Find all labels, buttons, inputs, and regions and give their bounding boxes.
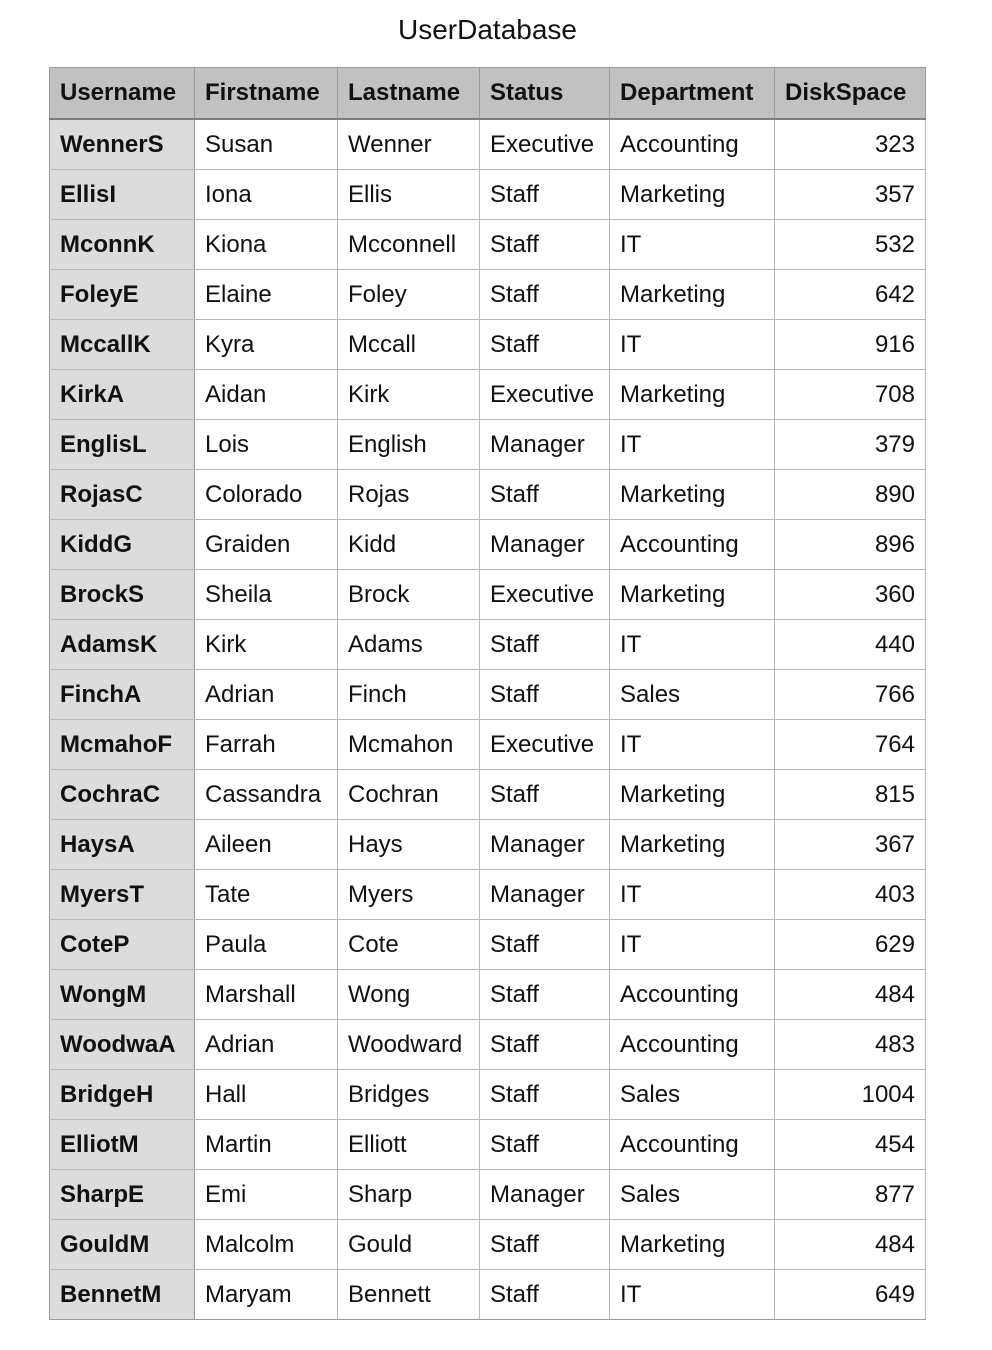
department-cell: Accounting xyxy=(610,970,775,1020)
diskspace-cell: 360 xyxy=(775,570,926,620)
diskspace-cell: 357 xyxy=(775,170,926,220)
status-cell: Staff xyxy=(480,670,610,720)
department-cell: Marketing xyxy=(610,820,775,870)
table-row xyxy=(50,370,926,420)
username-cell: CoteP xyxy=(50,920,195,970)
table-body xyxy=(50,119,926,1320)
table-row xyxy=(50,119,926,170)
status-cell: Staff xyxy=(480,270,610,320)
table-row xyxy=(50,1070,926,1120)
firstname-cell: Adrian xyxy=(195,670,338,720)
department-cell: Marketing xyxy=(610,170,775,220)
table-row xyxy=(50,1120,926,1170)
firstname-cell: Graiden xyxy=(195,520,338,570)
firstname-cell: Kirk xyxy=(195,620,338,670)
lastname-cell: Adams xyxy=(338,620,480,670)
department-cell: Sales xyxy=(610,1170,775,1220)
user-table xyxy=(49,67,926,1320)
page-title: UserDatabase xyxy=(398,14,577,45)
table-row xyxy=(50,820,926,870)
diskspace-cell: 379 xyxy=(775,420,926,470)
table-row xyxy=(50,770,926,820)
diskspace-cell: 916 xyxy=(775,320,926,370)
column-header-status: Status xyxy=(480,68,610,120)
status-cell: Staff xyxy=(480,970,610,1020)
status-cell: Executive xyxy=(480,370,610,420)
status-cell: Staff xyxy=(480,320,610,370)
firstname-cell: Sheila xyxy=(195,570,338,620)
department-cell: Sales xyxy=(610,670,775,720)
firstname-cell: Aidan xyxy=(195,370,338,420)
status-cell: Manager xyxy=(480,870,610,920)
lastname-cell: Ellis xyxy=(338,170,480,220)
user-table-container xyxy=(49,67,926,1320)
username-cell: SharpE xyxy=(50,1170,195,1220)
table-row xyxy=(50,720,926,770)
firstname-cell: Hall xyxy=(195,1070,338,1120)
status-cell: Executive xyxy=(480,570,610,620)
status-cell: Staff xyxy=(480,620,610,670)
username-cell: RojasC xyxy=(50,470,195,520)
lastname-cell: Mcmahon xyxy=(338,720,480,770)
table-header xyxy=(50,68,926,120)
table-row xyxy=(50,1220,926,1270)
status-cell: Manager xyxy=(480,820,610,870)
firstname-cell: Elaine xyxy=(195,270,338,320)
username-cell: KiddG xyxy=(50,520,195,570)
firstname-cell: Emi xyxy=(195,1170,338,1220)
lastname-cell: Bennett xyxy=(338,1270,480,1320)
lastname-cell: Kidd xyxy=(338,520,480,570)
department-cell: IT xyxy=(610,870,775,920)
diskspace-cell: 815 xyxy=(775,770,926,820)
lastname-cell: Cochran xyxy=(338,770,480,820)
firstname-cell: Tate xyxy=(195,870,338,920)
firstname-cell: Aileen xyxy=(195,820,338,870)
lastname-cell: Finch xyxy=(338,670,480,720)
status-cell: Staff xyxy=(480,220,610,270)
diskspace-cell: 1004 xyxy=(775,1070,926,1120)
column-header-username: Username xyxy=(50,68,195,120)
username-cell: BennetM xyxy=(50,1270,195,1320)
lastname-cell: Myers xyxy=(338,870,480,920)
lastname-cell: Kirk xyxy=(338,370,480,420)
username-cell: ElliotM xyxy=(50,1120,195,1170)
diskspace-cell: 484 xyxy=(775,970,926,1020)
department-cell: Marketing xyxy=(610,370,775,420)
table-row xyxy=(50,870,926,920)
firstname-cell: Adrian xyxy=(195,1020,338,1070)
firstname-cell: Susan xyxy=(195,119,338,170)
department-cell: Sales xyxy=(610,1070,775,1120)
firstname-cell: Malcolm xyxy=(195,1220,338,1270)
table-row xyxy=(50,270,926,320)
status-cell: Staff xyxy=(480,920,610,970)
firstname-cell: Kyra xyxy=(195,320,338,370)
department-cell: Accounting xyxy=(610,1120,775,1170)
table-row xyxy=(50,570,926,620)
status-cell: Staff xyxy=(480,1020,610,1070)
status-cell: Staff xyxy=(480,1070,610,1120)
table-row xyxy=(50,620,926,670)
department-cell: IT xyxy=(610,920,775,970)
table-row xyxy=(50,1170,926,1220)
department-cell: IT xyxy=(610,1270,775,1320)
diskspace-cell: 629 xyxy=(775,920,926,970)
firstname-cell: Colorado xyxy=(195,470,338,520)
diskspace-cell: 708 xyxy=(775,370,926,420)
department-cell: Marketing xyxy=(610,770,775,820)
table-row xyxy=(50,420,926,470)
department-cell: Marketing xyxy=(610,1220,775,1270)
diskspace-cell: 403 xyxy=(775,870,926,920)
firstname-cell: Farrah xyxy=(195,720,338,770)
username-cell: FoleyE xyxy=(50,270,195,320)
username-cell: WennerS xyxy=(50,119,195,170)
username-cell: AdamsK xyxy=(50,620,195,670)
status-cell: Staff xyxy=(480,1270,610,1320)
table-row xyxy=(50,520,926,570)
diskspace-cell: 440 xyxy=(775,620,926,670)
table-row xyxy=(50,220,926,270)
lastname-cell: Wenner xyxy=(338,119,480,170)
username-cell: EnglisL xyxy=(50,420,195,470)
status-cell: Manager xyxy=(480,1170,610,1220)
diskspace-cell: 877 xyxy=(775,1170,926,1220)
username-cell: FinchA xyxy=(50,670,195,720)
status-cell: Executive xyxy=(480,119,610,170)
header-row xyxy=(50,68,926,120)
username-cell: WongM xyxy=(50,970,195,1020)
username-cell: CochraC xyxy=(50,770,195,820)
username-cell: BridgeH xyxy=(50,1070,195,1120)
department-cell: Accounting xyxy=(610,520,775,570)
status-cell: Staff xyxy=(480,1120,610,1170)
diskspace-cell: 532 xyxy=(775,220,926,270)
lastname-cell: Wong xyxy=(338,970,480,1020)
table-row xyxy=(50,670,926,720)
username-cell: McmahoF xyxy=(50,720,195,770)
status-cell: Staff xyxy=(480,170,610,220)
lastname-cell: Brock xyxy=(338,570,480,620)
status-cell: Manager xyxy=(480,420,610,470)
diskspace-cell: 323 xyxy=(775,119,926,170)
diskspace-cell: 642 xyxy=(775,270,926,320)
status-cell: Executive xyxy=(480,720,610,770)
firstname-cell: Marshall xyxy=(195,970,338,1020)
status-cell: Staff xyxy=(480,470,610,520)
table-row xyxy=(50,470,926,520)
column-header-firstname: Firstname xyxy=(195,68,338,120)
lastname-cell: Sharp xyxy=(338,1170,480,1220)
diskspace-cell: 896 xyxy=(775,520,926,570)
lastname-cell: Foley xyxy=(338,270,480,320)
username-cell: HaysA xyxy=(50,820,195,870)
column-header-lastname: Lastname xyxy=(338,68,480,120)
firstname-cell: Maryam xyxy=(195,1270,338,1320)
department-cell: Accounting xyxy=(610,119,775,170)
table-row xyxy=(50,970,926,1020)
lastname-cell: English xyxy=(338,420,480,470)
diskspace-cell: 483 xyxy=(775,1020,926,1070)
department-cell: Marketing xyxy=(610,270,775,320)
firstname-cell: Martin xyxy=(195,1120,338,1170)
diskspace-cell: 367 xyxy=(775,820,926,870)
username-cell: GouldM xyxy=(50,1220,195,1270)
department-cell: Accounting xyxy=(610,1020,775,1070)
username-cell: WoodwaA xyxy=(50,1020,195,1070)
column-header-department: Department xyxy=(610,68,775,120)
diskspace-cell: 649 xyxy=(775,1270,926,1320)
department-cell: IT xyxy=(610,220,775,270)
firstname-cell: Paula xyxy=(195,920,338,970)
lastname-cell: Mcconnell xyxy=(338,220,480,270)
lastname-cell: Gould xyxy=(338,1220,480,1270)
lastname-cell: Rojas xyxy=(338,470,480,520)
table-row xyxy=(50,170,926,220)
table-row xyxy=(50,1270,926,1320)
lastname-cell: Cote xyxy=(338,920,480,970)
lastname-cell: Hays xyxy=(338,820,480,870)
status-cell: Staff xyxy=(480,1220,610,1270)
username-cell: MyersT xyxy=(50,870,195,920)
department-cell: IT xyxy=(610,420,775,470)
department-cell: IT xyxy=(610,720,775,770)
diskspace-cell: 484 xyxy=(775,1220,926,1270)
username-cell: MccallK xyxy=(50,320,195,370)
table-row xyxy=(50,920,926,970)
lastname-cell: Elliott xyxy=(338,1120,480,1170)
firstname-cell: Iona xyxy=(195,170,338,220)
lastname-cell: Mccall xyxy=(338,320,480,370)
table-row xyxy=(50,320,926,370)
department-cell: IT xyxy=(610,320,775,370)
table-row xyxy=(50,1020,926,1070)
firstname-cell: Kiona xyxy=(195,220,338,270)
status-cell: Manager xyxy=(480,520,610,570)
username-cell: KirkA xyxy=(50,370,195,420)
diskspace-cell: 890 xyxy=(775,470,926,520)
department-cell: Marketing xyxy=(610,470,775,520)
username-cell: EllisI xyxy=(50,170,195,220)
diskspace-cell: 454 xyxy=(775,1120,926,1170)
firstname-cell: Cassandra xyxy=(195,770,338,820)
lastname-cell: Bridges xyxy=(338,1070,480,1120)
status-cell: Staff xyxy=(480,770,610,820)
diskspace-cell: 764 xyxy=(775,720,926,770)
department-cell: IT xyxy=(610,620,775,670)
diskspace-cell: 766 xyxy=(775,670,926,720)
username-cell: MconnK xyxy=(50,220,195,270)
lastname-cell: Woodward xyxy=(338,1020,480,1070)
firstname-cell: Lois xyxy=(195,420,338,470)
username-cell: BrockS xyxy=(50,570,195,620)
department-cell: Marketing xyxy=(610,570,775,620)
column-header-diskspace: DiskSpace xyxy=(775,68,926,120)
